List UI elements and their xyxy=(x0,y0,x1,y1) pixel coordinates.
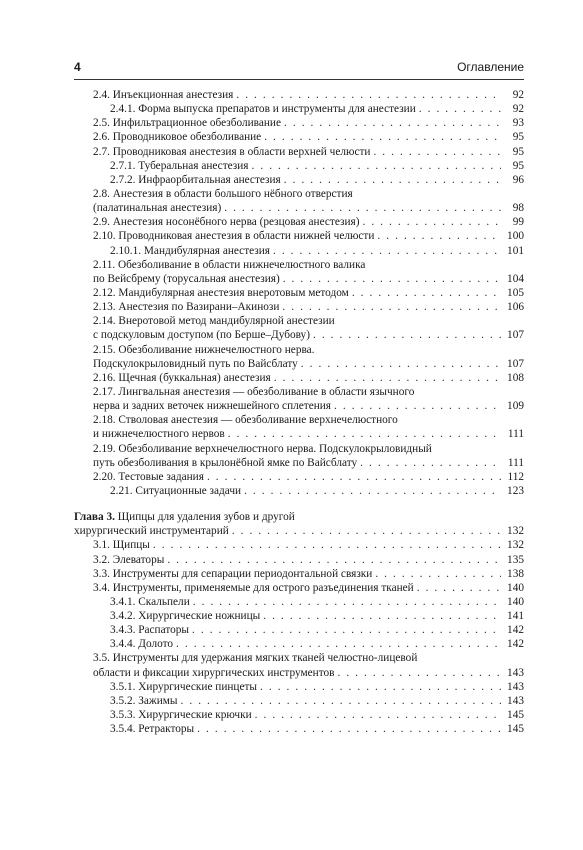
dot-leader xyxy=(224,201,501,215)
toc-page-number: 138 xyxy=(507,567,524,580)
toc-entry-title: 2.7.1. Туберальная анестезия xyxy=(110,159,249,172)
toc-line xyxy=(74,173,524,187)
toc-page-number: 107 xyxy=(507,357,524,370)
toc-entry-title: нерва и задних веточек нижнешейного сплетения xyxy=(93,400,332,413)
toc-entry[interactable] xyxy=(74,343,524,371)
toc-line xyxy=(74,286,524,300)
toc-entry[interactable] xyxy=(74,88,524,102)
toc-page-number: 95 xyxy=(512,131,524,144)
toc-line xyxy=(74,413,524,427)
dot-leader xyxy=(334,399,501,413)
toc-entry-title: 2.15. Обезболивание нижнечелюстного нерва. xyxy=(93,343,315,356)
chapter-label: Глава 3. xyxy=(74,511,115,524)
toc-entry-title: 2.13. Анестезия по Вазирани–Акинози xyxy=(93,301,280,314)
toc-page-number: 108 xyxy=(507,371,524,384)
toc-line xyxy=(74,371,524,385)
toc-entry-title: области и фиксации хирургических инструментов xyxy=(93,666,335,679)
toc-page-number: 95 xyxy=(512,145,524,158)
toc-entry[interactable] xyxy=(74,694,524,708)
toc-line xyxy=(74,116,524,130)
dot-leader xyxy=(232,524,501,538)
toc-line xyxy=(74,553,524,567)
toc-line xyxy=(74,399,524,413)
dot-leader xyxy=(284,116,501,130)
toc-entry-title: 2.12. Мандибулярная анестезия внеротовым методом xyxy=(93,286,349,299)
toc-entry-title: путь обезболивания в крылонёбной ямке по Вайсблату xyxy=(93,456,358,469)
toc-entry-title: 3.4. Инструменты, применяемые для острого разъединения тканей xyxy=(93,581,414,594)
toc-entry-title: с подскуловым доступом (по Берше–Дубову) xyxy=(93,329,310,342)
toc-entry-title: 2.19. Обезболивание верхнечелюстного нерва. Подскулокрыловидный xyxy=(93,442,432,455)
dot-leader xyxy=(417,581,501,595)
toc-entry[interactable] xyxy=(74,229,524,243)
toc-line xyxy=(74,524,524,538)
dot-leader xyxy=(362,215,501,229)
toc-page-number: 145 xyxy=(507,709,524,722)
toc-line xyxy=(74,694,524,708)
toc-line xyxy=(74,357,524,371)
toc-entry[interactable] xyxy=(74,116,524,130)
toc-entry-title: 3.4.2. Хирургические ножницы xyxy=(110,610,261,623)
toc-line xyxy=(74,300,524,314)
toc-line xyxy=(74,581,524,595)
toc-page-number: 100 xyxy=(507,230,524,243)
toc-entry-title: 3.4.1. Скальпели xyxy=(110,595,190,608)
toc-line xyxy=(74,130,524,144)
toc-entry[interactable] xyxy=(74,442,524,470)
toc-line xyxy=(74,385,524,399)
toc-entry-title: 2.8. Анестезия в области большого нёбного отверстия xyxy=(93,187,353,200)
toc-page-number: 142 xyxy=(507,624,524,637)
dot-leader xyxy=(313,328,501,342)
toc-page-number: 92 xyxy=(512,89,524,101)
toc-entry[interactable] xyxy=(74,595,524,609)
toc-entry[interactable] xyxy=(74,651,524,679)
toc-entry[interactable] xyxy=(74,484,524,498)
dot-leader xyxy=(337,666,501,680)
toc-entry-title: и нижнечелюстного нервов xyxy=(93,428,225,441)
toc-line xyxy=(74,637,524,651)
toc-page-number: 92 xyxy=(512,103,524,116)
toc-entry-title: 2.10. Проводниковая анестезия в области нижней челюсти xyxy=(93,230,375,243)
dot-leader xyxy=(373,145,501,159)
dot-leader xyxy=(153,538,501,552)
toc-page-number: 132 xyxy=(507,525,524,538)
toc-entry[interactable] xyxy=(74,159,524,173)
toc-page-number: 143 xyxy=(507,666,524,679)
toc-entry[interactable] xyxy=(74,371,524,385)
toc-page-number: 109 xyxy=(507,400,524,413)
toc-entry-title: 2.20. Тестовые задания xyxy=(93,470,204,483)
dot-leader xyxy=(377,229,501,243)
toc-entry[interactable] xyxy=(74,567,524,581)
toc-entry[interactable] xyxy=(74,510,524,538)
toc-entry[interactable] xyxy=(74,609,524,623)
toc-line xyxy=(74,187,524,201)
toc-entry-title: по Вейсбрему (торусальная анестезия) xyxy=(93,272,280,285)
toc-line xyxy=(74,567,524,581)
dot-leader xyxy=(244,484,501,498)
toc-entry-title: 3.5.2. Зажимы xyxy=(110,694,178,707)
toc-entry-title: 2.11. Обезболивание в области нижнечелюстного валика xyxy=(93,258,366,271)
dot-leader xyxy=(375,567,501,581)
toc-page-number: 123 xyxy=(507,484,524,497)
toc-line xyxy=(74,722,524,736)
toc-entry-title: (палатинальная анестезия) xyxy=(93,202,222,215)
toc-page-number: 140 xyxy=(507,581,524,594)
toc-entry[interactable] xyxy=(74,130,524,144)
toc-page-number: 111 xyxy=(507,456,524,469)
toc-line xyxy=(74,258,524,272)
toc-line xyxy=(74,666,524,680)
page-header xyxy=(74,60,524,78)
toc-entry-title: 2.10.1. Мандибулярная анестезия xyxy=(110,244,270,257)
toc-entry[interactable] xyxy=(74,413,524,441)
toc-line xyxy=(74,314,524,328)
toc-entry-title: хирургический инструментарий xyxy=(74,525,229,538)
dot-leader xyxy=(260,680,501,694)
toc-entry[interactable] xyxy=(74,470,524,484)
toc-entry[interactable] xyxy=(74,553,524,567)
dot-leader xyxy=(301,357,501,371)
toc-entry-title: 3.2. Элеваторы xyxy=(93,553,165,566)
toc-line xyxy=(74,244,524,258)
toc-entry-title: 2.4. Инъекционная анестезия xyxy=(93,89,234,101)
toc-page-number: 101 xyxy=(507,244,524,257)
toc-page-number: 135 xyxy=(507,553,524,566)
toc-entry-title: 3.4.4. Долото xyxy=(110,638,174,651)
dot-leader xyxy=(236,88,501,102)
toc-line xyxy=(74,145,524,159)
dot-leader xyxy=(255,708,501,722)
toc-page-number: 145 xyxy=(507,723,524,736)
toc-page-number: 140 xyxy=(507,595,524,608)
dot-leader xyxy=(284,173,501,187)
toc-entry[interactable] xyxy=(74,102,524,116)
dot-leader xyxy=(193,595,501,609)
toc-page-number: 93 xyxy=(512,117,524,130)
dot-leader xyxy=(419,102,501,116)
toc-entry[interactable] xyxy=(74,680,524,694)
dot-leader xyxy=(273,244,501,258)
toc-line xyxy=(74,215,524,229)
dot-leader xyxy=(252,159,502,173)
toc-entry-title: 2.14. Внеротовой метод мандибулярной анестезии xyxy=(93,315,335,328)
header-rule xyxy=(74,79,524,80)
toc-page-number: 141 xyxy=(507,610,524,623)
toc-line xyxy=(74,484,524,498)
toc-page-number: 96 xyxy=(512,173,524,186)
toc-entry-title: 2.6. Проводниковое обезболивание xyxy=(93,131,262,144)
toc-line xyxy=(74,328,524,342)
section-gap xyxy=(74,498,524,510)
dot-leader xyxy=(197,722,501,736)
toc-page-number: 99 xyxy=(512,216,524,229)
toc-entry-title: 2.9. Анестезия носонёбного нерва (резцовая анестезия) xyxy=(93,216,360,229)
dot-leader xyxy=(167,553,501,567)
toc-entry[interactable] xyxy=(74,244,524,258)
toc-line xyxy=(74,442,524,456)
page-number: 4 xyxy=(74,60,81,74)
toc-entry-title: 3.5.4. Ретракторы xyxy=(110,723,195,736)
toc-line xyxy=(74,427,524,441)
toc-line xyxy=(74,201,524,215)
dot-leader xyxy=(352,286,501,300)
toc-entry[interactable] xyxy=(74,637,524,651)
toc-page-number: 142 xyxy=(507,638,524,651)
toc-entry-title: 2.7.2. Инфраорбитальная анестезия xyxy=(110,173,281,186)
toc-page-number: 104 xyxy=(507,272,524,285)
toc-entry-title: 3.4.3. Распаторы xyxy=(110,624,189,637)
toc-entry[interactable] xyxy=(74,286,524,300)
toc-page-number: 107 xyxy=(507,329,524,342)
toc-entry[interactable] xyxy=(74,300,524,314)
toc-entry[interactable] xyxy=(74,314,524,342)
toc-entry[interactable] xyxy=(74,215,524,229)
dot-leader xyxy=(283,272,501,286)
toc-entry-title: Подскулокрыловидный путь по Вайсблату xyxy=(93,357,298,370)
toc-page-number: 143 xyxy=(507,680,524,693)
toc-entry[interactable] xyxy=(74,187,524,215)
toc-entry-title: 2.17. Лингвальная анестезия — обезболивание в области язычного xyxy=(93,385,415,398)
toc-line xyxy=(74,272,524,286)
dot-leader xyxy=(176,637,501,651)
toc-entry[interactable] xyxy=(74,581,524,595)
dot-leader xyxy=(207,470,501,484)
toc-entry-title: 2.16. Щечная (буккальная) анестезия xyxy=(93,371,271,384)
toc-line xyxy=(74,88,524,102)
toc-line xyxy=(74,595,524,609)
dot-leader xyxy=(282,300,501,314)
toc-entry-title: 2.7. Проводниковая анестезия в области верхней челюсти xyxy=(93,145,371,158)
toc-entry-title: 2.21. Ситуационные задачи xyxy=(110,484,242,497)
toc-entry-title: 2.4.1. Форма выпуска препаратов и инструменты для анестезии xyxy=(110,103,416,116)
toc-line xyxy=(74,102,524,116)
toc-line xyxy=(74,510,524,524)
toc-page-number: 111 xyxy=(507,428,524,441)
toc-line xyxy=(74,343,524,357)
toc-page-number: 143 xyxy=(507,694,524,707)
toc-entry[interactable] xyxy=(74,173,524,187)
table-of-contents xyxy=(74,88,524,736)
toc-entry-title: 3.5.3. Хирургические крючки xyxy=(110,709,252,722)
toc-line xyxy=(74,456,524,470)
toc-page-number: 112 xyxy=(507,470,524,483)
toc-line xyxy=(74,609,524,623)
toc-entry[interactable] xyxy=(74,145,524,159)
toc-entry[interactable] xyxy=(74,258,524,286)
toc-entry-title: 3.5.1. Хирургические пинцеты xyxy=(110,680,258,693)
toc-page-number: 132 xyxy=(507,539,524,552)
toc-line xyxy=(74,538,524,552)
toc-entry[interactable] xyxy=(74,538,524,552)
toc-entry-title: 3.5. Инструменты для удержания мягких тканей челюстно-лицевой xyxy=(93,652,418,665)
toc-entry-title: 2.18. Стволовая анестезия — обезболивание верхнечелюстного xyxy=(93,414,398,427)
toc-page-number: 95 xyxy=(512,159,524,172)
toc-line xyxy=(74,623,524,637)
dot-leader xyxy=(263,609,501,623)
toc-page-number: 98 xyxy=(512,202,524,215)
dot-leader xyxy=(192,623,501,637)
toc-line xyxy=(74,470,524,484)
dot-leader xyxy=(274,371,501,385)
dot-leader xyxy=(228,427,501,441)
toc-entry-title: 2.5. Инфильтрационное обезболивание xyxy=(93,117,281,130)
running-title: Оглавление xyxy=(457,60,524,74)
toc-entry[interactable] xyxy=(74,708,524,722)
toc-entry[interactable] xyxy=(74,623,524,637)
toc-entry[interactable] xyxy=(74,385,524,413)
toc-entry-title: 3.3. Инструменты для сепарации периодонтальной связки xyxy=(93,567,373,580)
toc-entry-title: 3.1. Щипцы xyxy=(93,539,150,552)
dot-leader xyxy=(264,130,501,144)
chapter-title: Щипцы для удаления зубов и другой xyxy=(114,511,295,524)
toc-line xyxy=(74,159,524,173)
toc-line xyxy=(74,708,524,722)
toc-line xyxy=(74,651,524,665)
toc-line xyxy=(74,229,524,243)
toc-entry-title xyxy=(74,510,295,524)
toc-entry[interactable] xyxy=(74,722,524,736)
toc-page-number: 106 xyxy=(507,301,524,314)
dot-leader xyxy=(181,694,501,708)
dot-leader xyxy=(360,456,501,470)
toc-page-number: 105 xyxy=(507,286,524,299)
toc-line xyxy=(74,680,524,694)
